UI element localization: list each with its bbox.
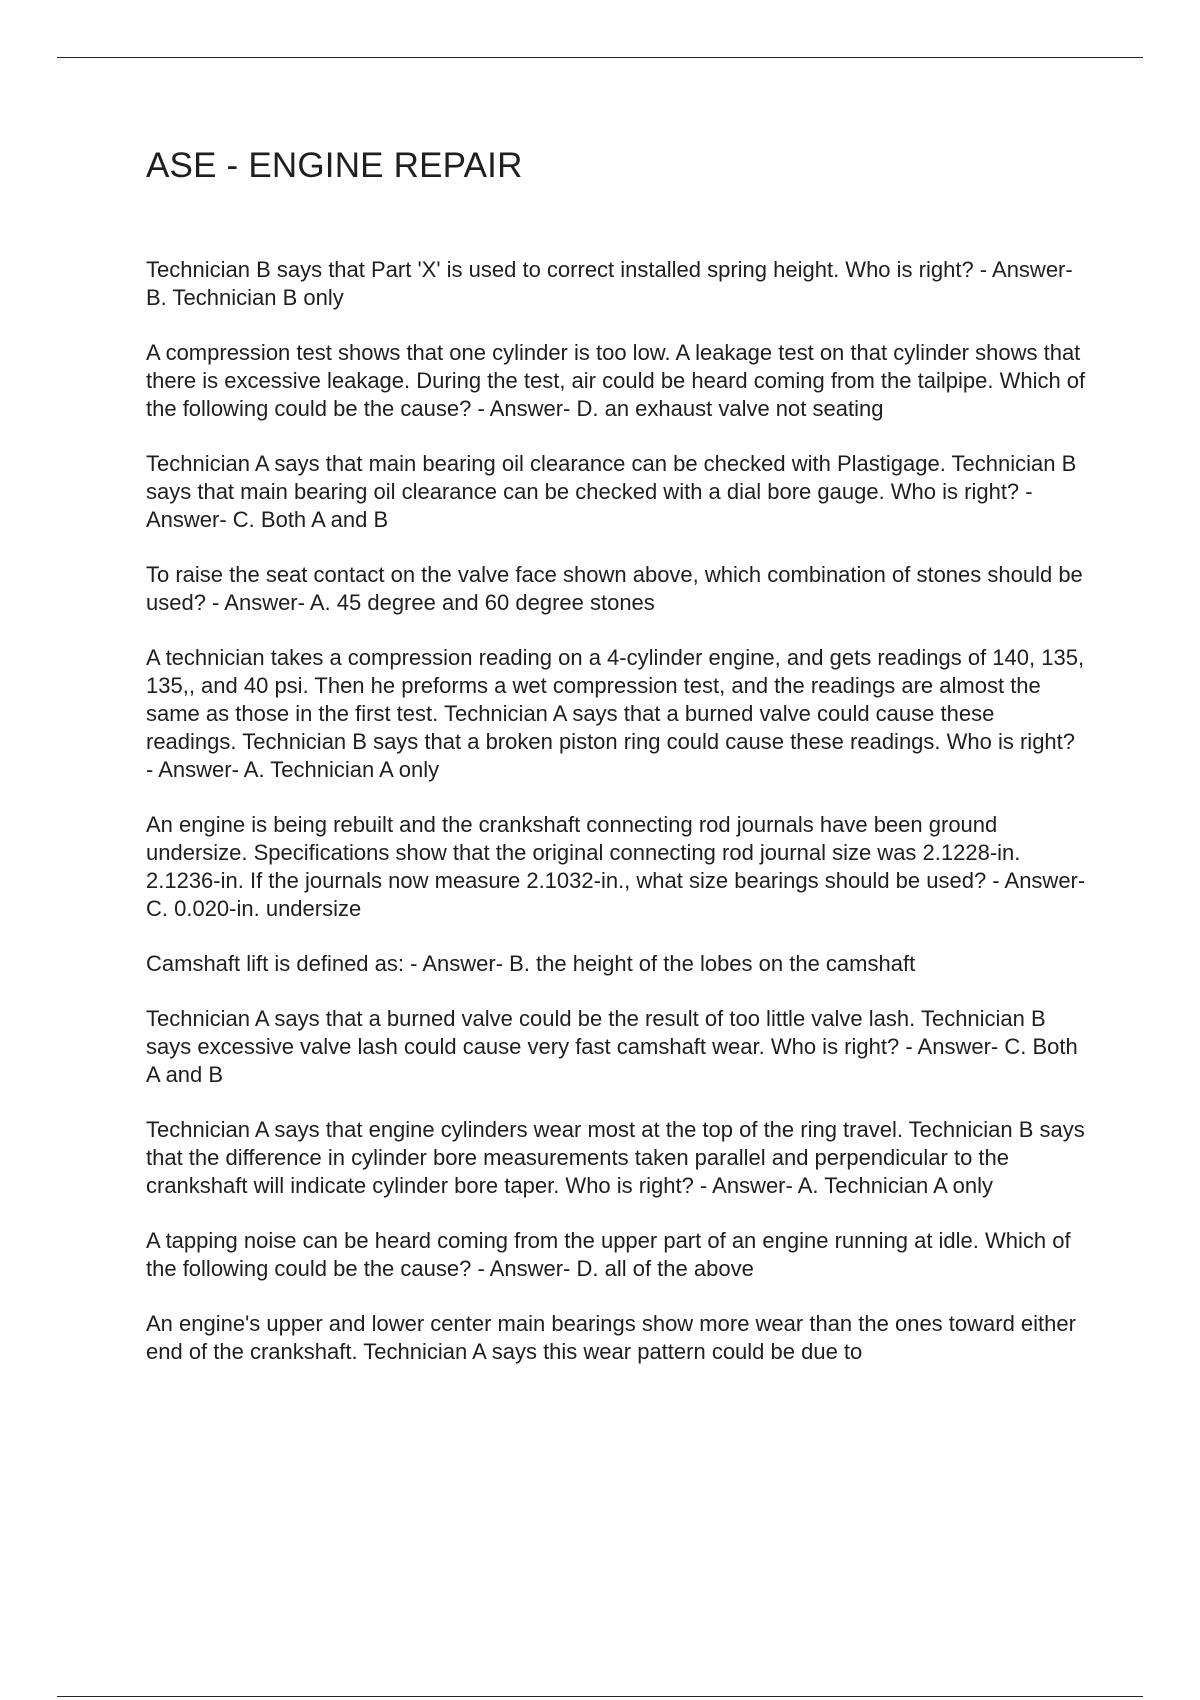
qa-item: Technician B says that Part 'X' is used to correct installed spring height. Who is right? - Answer- B. Technician B only — [146, 257, 1073, 310]
qa-item: Technician A says that engine cylinders wear most at the top of the ring travel. Technician B says that the difference in cylinder bore measurements taken parallel and perpendicular to the crankshaft will indicate cylinder bore taper. Who is right? - Answer- A. Technician A only — [146, 1117, 1085, 1198]
qa-item: To raise the seat contact on the valve face shown above, which combination of stones should be used? - Answer- A. 45 degree and 60 degree stones — [146, 562, 1083, 615]
qa-item: An engine's upper and lower center main bearings show more wear than the ones toward either end of the crankshaft. Technician A says this wear pattern could be due to — [146, 1311, 1076, 1364]
qa-item: A compression test shows that one cylinder is too low. A leakage test on that cylinder shows that there is excessive leakage. During the test, air could be heard coming from the tailpipe. Which of the following could be the cause? - Answer- D. an exhaust valve not seating — [146, 340, 1086, 421]
bottom-divider — [57, 1696, 1143, 1697]
qa-item: A technician takes a compression reading on a 4-cylinder engine, and gets readings of 140, 135, 135,, and 40 psi. Then he preforms a wet compression test, and the readings are almost the same as those in the first test. Technician A says that a burned valve could cause these readings. Technician B says that a broken piston ring could cause these readings. Who is right? - Answer- A. Technician A only — [146, 645, 1085, 782]
qa-item: Camshaft lift is defined as: - Answer- B. the height of the lobes on the camshaft — [146, 951, 916, 976]
qa-item: Technician A says that main bearing oil clearance can be checked with Plastigage. Technician B says that main bearing oil clearance can be checked with a dial bore gauge. Who is right? - Answer- C. Both A and B — [146, 451, 1077, 532]
top-divider — [57, 57, 1143, 58]
qa-item: An engine is being rebuilt and the crankshaft connecting rod journals have been ground undersize. Specifications show that the original connecting rod journal size was 2.1228-in. 2.1236-in. If the journals now measure 2.1032-in., what size bearings should be used? - Answer- C. 0.020-in. undersize — [146, 812, 1086, 921]
qa-list — [146, 256, 1086, 1393]
qa-item: A tapping noise can be heard coming from the upper part of an engine running at idle. Which of the following could be the cause? - Answer- D. all of the above — [146, 1228, 1071, 1281]
qa-item: Technician A says that a burned valve could be the result of too little valve lash. Technician B says excessive valve lash could cause very fast camshaft wear. Who is right? - Answer- C. Both A and B — [146, 1006, 1078, 1087]
page-title: ASE - ENGINE REPAIR — [146, 146, 523, 185]
